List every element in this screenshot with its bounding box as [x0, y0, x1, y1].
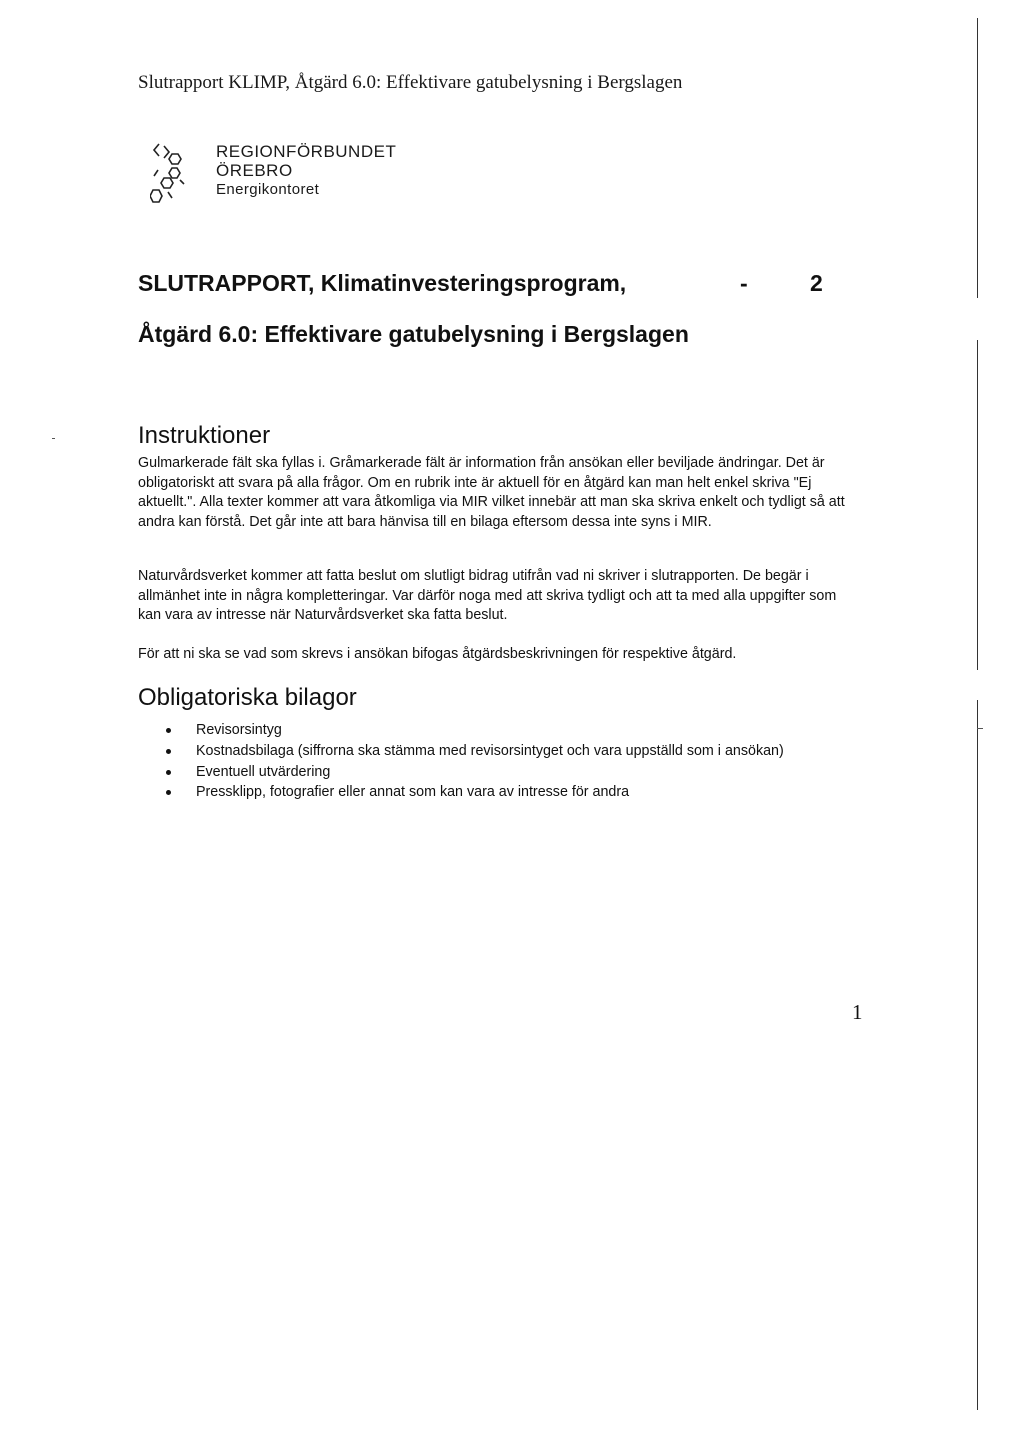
- scan-speck: [52, 438, 55, 439]
- list-item: [138, 720, 878, 741]
- list-item: [138, 782, 878, 803]
- page-number: 1: [852, 1000, 863, 1024]
- instructions-paragraph-1: Gulmarkerade fält ska fyllas i. Gråmarkerade fält är information från ansökan eller beviljade ändringar. Det är obligatoriskt att svara på alla frågor. Om en rubrik inte är aktuell för en åtgärd kan man helt enkel skriva "Ej aktuellt.". Alla texter kommer att vara åtkomliga via MIR vilket innebär att man ska skriva enkelt och tydligt så att andra kan förstå. Det går inte att bara hänvisa till en bilaga eftersom dessa inte syns i MIR.: [138, 455, 845, 530]
- regionforbundet-logo-icon: [150, 140, 210, 206]
- logo-line-energikontoret: Energikontoret: [216, 181, 320, 198]
- logo-line-orebro: ÖREBRO: [216, 161, 293, 180]
- bullet-icon: [166, 790, 171, 795]
- attachment-label: Kostnadsbilaga (siffrorna ska stämma med revisorsintyget och vara uppställd som i ansökan): [196, 742, 784, 759]
- instructions-paragraph-2: Naturvårdsverket kommer att fatta beslut om slutligt bidrag utifrån vad ni skriver i slutrapporten. De begär i allmänhet inte in några kompletteringar. Var därför noga med att skriva tydligt och att ta med alla uppgifter som kan vara av intresse när Naturvårdsverket ska fatta beslut.: [138, 568, 837, 623]
- report-title-dash: -: [740, 270, 748, 296]
- instructions-paragraph-3: För att ni ska se vad som skrevs i ansökan bifogas åtgärdsbeskrivningen för respektive åtgärd.: [138, 646, 737, 662]
- scan-edge-line: [977, 18, 978, 298]
- logo-line-regionforbundet: REGIONFÖRBUNDET: [216, 142, 397, 161]
- logo-wordmark: [216, 142, 396, 199]
- attachments-heading: Obligatoriska bilagor: [138, 684, 357, 711]
- list-item: [138, 741, 878, 762]
- running-header: Slutrapport KLIMP, Åtgärd 6.0: Effektivare gatubelysning i Bergslagen: [138, 72, 683, 93]
- report-title-line2: Åtgärd 6.0: Effektivare gatubelysning i Bergslagen: [138, 321, 689, 347]
- bullet-icon: [166, 749, 171, 754]
- report-title-line1: SLUTRAPPORT, Klimatinvesteringsprogram,: [138, 270, 627, 296]
- report-title-number: 2: [810, 270, 823, 296]
- scan-speck: [977, 728, 983, 729]
- attachment-label: Revisorsintyg: [196, 722, 282, 738]
- attachment-label: Pressklipp, fotografier eller annat som kan vara av intresse för andra: [196, 784, 630, 801]
- bullet-icon: [166, 770, 171, 775]
- instructions-heading: Instruktioner: [138, 422, 271, 449]
- scan-edge-line: [977, 700, 978, 1410]
- attachments-list: [138, 720, 878, 803]
- scan-edge-line: [977, 340, 978, 670]
- bullet-icon: [166, 728, 171, 733]
- list-item: [138, 762, 878, 783]
- attachment-label: Eventuell utvärdering: [196, 763, 331, 780]
